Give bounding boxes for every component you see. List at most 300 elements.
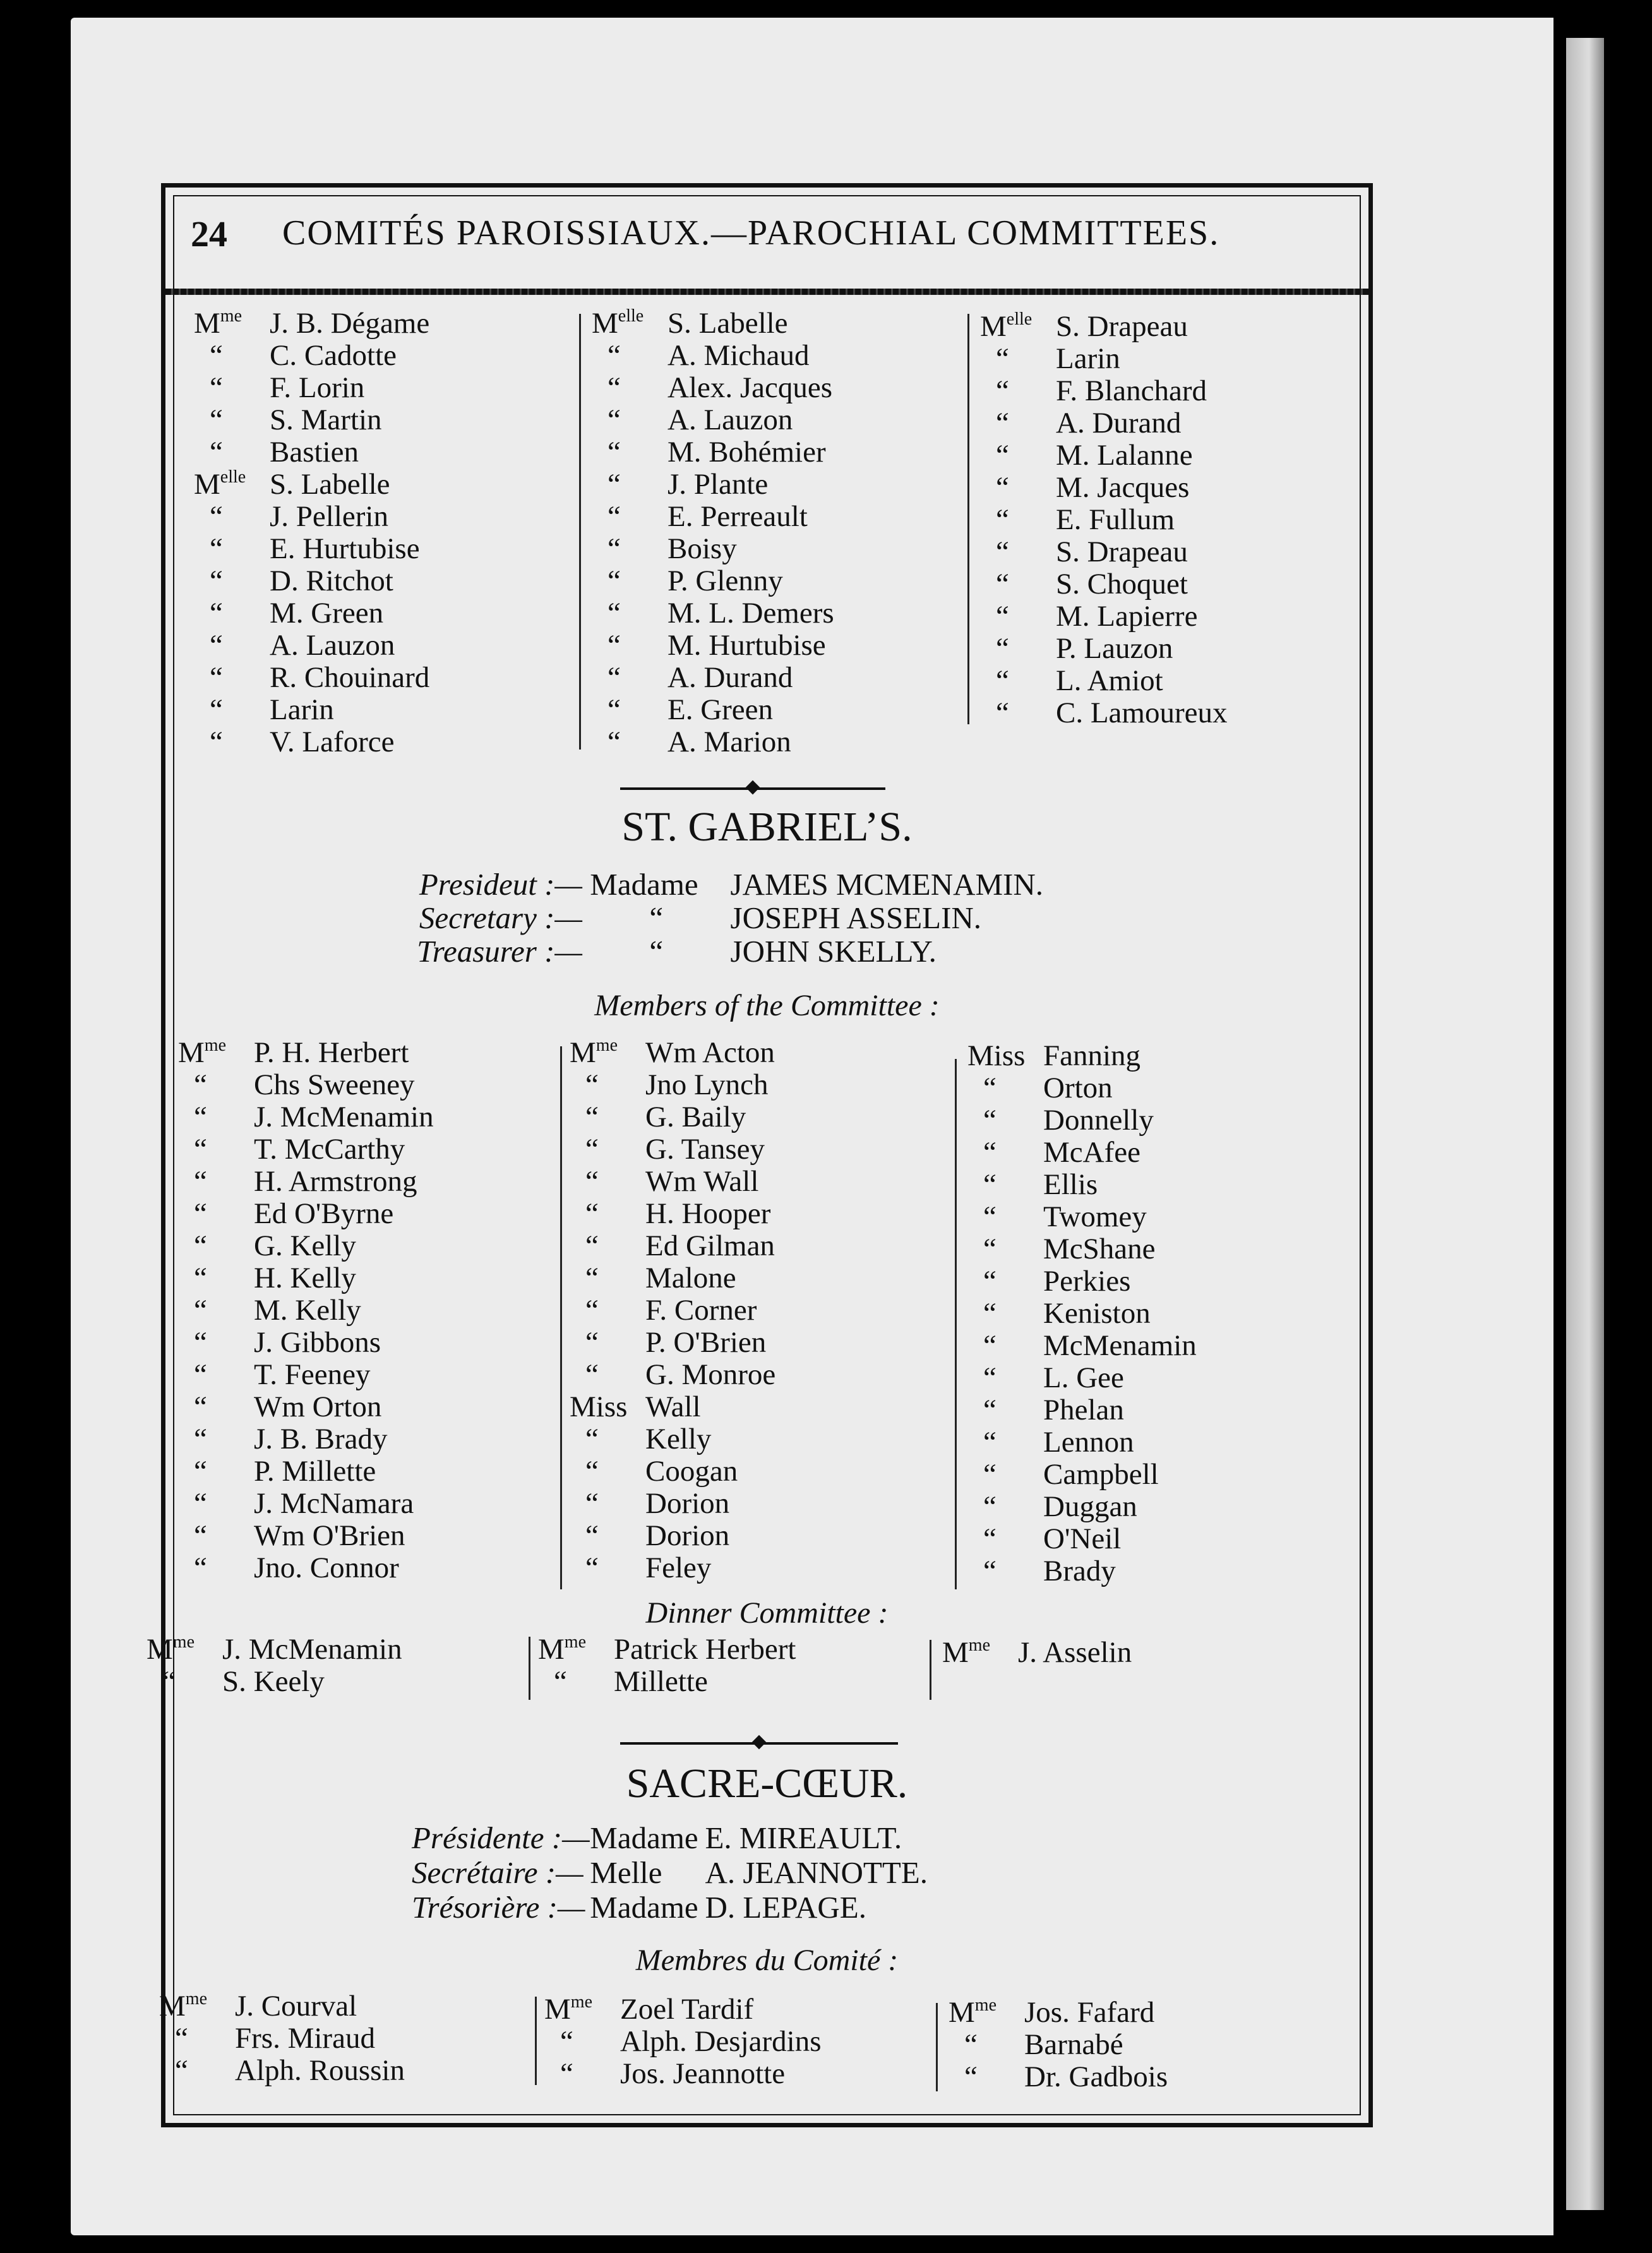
list-item [194,662,548,694]
list-item [570,1552,923,1584]
title-prefix [570,1037,618,1069]
list-item [570,1198,923,1230]
title-prefix: Miss [570,1390,628,1423]
title-prefix: “ [608,597,621,630]
member-name: Wm Orton [254,1390,382,1423]
facing-page-strip [1566,38,1604,2210]
sacre-coeur-col-2 [544,1993,898,2090]
title-prefix: “ [608,726,621,758]
list-item [178,1552,532,1584]
prefix-initial: M [544,1993,571,2026]
title-prefix: “ [560,2025,573,2058]
title-prefix: “ [210,629,223,662]
title-prefix: “ [585,1519,599,1552]
prefix-superscript: elle [220,467,246,487]
list-item [980,504,1334,536]
member-name: T. Feeney [254,1358,371,1391]
title-prefix: “ [983,1136,997,1169]
title-prefix: “ [585,1165,599,1198]
member-name: M. Kelly [254,1294,361,1327]
officer-title: Melle [590,1855,662,1890]
member-name: Brady [1043,1555,1116,1587]
title-prefix: “ [210,726,223,758]
title-prefix: “ [585,1455,599,1488]
list-item [570,1520,923,1552]
list-item [967,1040,1321,1072]
list-item [178,1230,532,1262]
list-item [570,1069,923,1101]
list-item [194,694,548,726]
list-item [194,565,548,597]
member-name: Jos. Fafard [1024,1996,1155,2029]
member-name: A. Durand [667,661,793,694]
column-divider [967,314,969,724]
title-prefix: “ [194,1165,207,1198]
title-prefix: “ [608,371,621,404]
column-divider [955,1059,957,1589]
member-name: M. Green [270,597,384,630]
list-item [178,1069,532,1101]
list-item [967,1072,1321,1104]
title-prefix: “ [210,565,223,597]
title-prefix: “ [585,1294,599,1327]
member-name: P. H. Herbert [254,1036,409,1069]
member-name: M. Lapierre [1056,600,1198,633]
list-item [147,1634,475,1666]
member-name: Phelan [1043,1394,1124,1426]
list-item [967,1459,1321,1491]
title-prefix: “ [608,339,621,372]
list-item [178,1037,532,1069]
officer-role: Secretary :— [419,900,582,935]
title-prefix: “ [585,1487,599,1520]
list-item [159,2023,500,2055]
prefix-superscript: me [596,1036,618,1055]
list-item [942,1637,1296,1669]
list-item [178,1133,532,1166]
member-name: Frs. Miraud [235,2022,375,2055]
title-prefix: “ [608,693,621,726]
list-item [592,308,945,340]
title-prefix: “ [585,1326,599,1359]
list-item [980,536,1334,568]
member-name: Alex. Jacques [667,371,833,404]
title-prefix: “ [983,1458,997,1491]
member-name: Keniston [1043,1297,1151,1330]
member-name: L. Amiot [1056,664,1163,697]
title-prefix: “ [996,696,1009,729]
member-name: A. Marion [667,726,791,758]
list-item [570,1488,923,1520]
list-item [967,1298,1321,1330]
title-prefix [942,1637,990,1669]
list-item [570,1391,923,1423]
member-name: T. McCarthy [254,1133,405,1166]
list-item [194,404,548,436]
member-name: V. Laforce [270,726,395,758]
member-name: A. Lauzon [667,403,793,436]
title-prefix [147,1634,195,1666]
title-prefix [194,308,242,340]
list-item [178,1101,532,1133]
title-prefix: “ [996,664,1009,697]
list-item [592,501,945,533]
title-prefix: “ [210,532,223,565]
member-name: G. Monroe [645,1358,776,1391]
member-name: J. B. Brady [254,1423,388,1455]
prefix-initial: M [147,1633,173,1666]
list-item [980,633,1334,665]
member-name: L. Gee [1043,1361,1124,1394]
members-heading: Members of the Committee : [594,989,940,1022]
member-name: P. O'Brien [645,1326,767,1359]
list-item [570,1455,923,1488]
prefix-superscript: me [204,1036,227,1055]
member-name: Ellis [1043,1168,1098,1201]
officer-role: Présidente :— [412,1820,590,1855]
prefix-superscript: me [570,1992,593,2012]
member-name: E. Hurtubise [270,532,420,565]
title-prefix: “ [210,403,223,436]
header-rule [165,289,1368,295]
member-name: P. Lauzon [1056,632,1173,665]
member-name: J. McMenamin [254,1101,434,1133]
ornamental-rule [620,787,885,790]
prefix-initial: M [942,1636,969,1669]
members-heading: Membres du Comité : [635,1944,899,1977]
list-item [178,1423,532,1455]
member-name: Wm Acton [645,1036,775,1069]
list-item [178,1294,532,1327]
member-name: H. Armstrong [254,1165,417,1198]
title-prefix: “ [585,1229,599,1262]
list-item [592,340,945,372]
title-prefix [538,1634,586,1666]
title-prefix: “ [983,1297,997,1330]
member-name: E. Perreault [667,500,808,533]
member-name: Bastien [270,436,359,469]
member-name: Larin [270,693,334,726]
officer-title: “ [649,934,664,969]
member-name: Patrick Herbert [614,1633,796,1666]
list-item [967,1265,1321,1298]
officer-name: JAMES MCMENAMIN. [730,867,1044,902]
list-item [967,1523,1321,1555]
list-item [570,1327,923,1359]
list-item [178,1262,532,1294]
officer-title: “ [649,900,664,935]
list-item [592,694,945,726]
list-item [194,597,548,630]
prefix-superscript: elle [618,306,644,326]
member-name: M. Lalanne [1056,439,1193,472]
title-prefix: “ [210,436,223,469]
prefix-initial: M [538,1633,565,1666]
member-name: Jno Lynch [645,1068,769,1101]
list-item [592,372,945,404]
member-name: S. Drapeau [1056,310,1188,343]
top-list-col-1 [194,308,548,758]
sacre-coeur-col-3 [949,1997,1302,2093]
list-item [178,1359,532,1391]
list-item [980,472,1334,504]
member-name: G. Kelly [254,1229,356,1262]
dinner-heading: Dinner Committee : [645,1596,889,1630]
title-prefix: “ [194,1455,207,1488]
list-item [178,1488,532,1520]
member-name: A. Michaud [667,339,810,372]
title-prefix: “ [983,1361,997,1394]
member-name: J. Courval [235,1990,357,2023]
title-prefix [949,1997,997,2029]
member-name: Kelly [645,1423,712,1455]
officer-row [412,1855,928,1891]
member-name: F. Corner [645,1294,757,1327]
list-item [194,308,548,340]
list-item [967,1169,1321,1201]
prefix-superscript: elle [1006,309,1032,329]
list-item [967,1394,1321,1426]
member-name: Ed O'Byrne [254,1197,394,1230]
member-name: Feley [645,1551,712,1584]
list-item [194,436,548,469]
title-prefix: “ [996,374,1009,407]
member-name: Dr. Gadbois [1024,2060,1168,2093]
member-name: Boisy [667,532,737,565]
title-prefix [592,308,643,340]
member-name: McShane [1043,1233,1156,1265]
list-item [592,662,945,694]
list-item [592,630,945,662]
title-prefix: “ [194,1551,207,1584]
list-item [570,1166,923,1198]
column-divider [930,1640,931,1700]
prefix-superscript: me [564,1632,587,1652]
member-name: Zoel Tardif [620,1993,754,2026]
list-item [980,375,1334,407]
list-item [980,439,1334,472]
officer-role: Secrétaire :— [412,1855,584,1890]
title-prefix: “ [983,1329,997,1362]
member-name: Duggan [1043,1490,1137,1523]
prefix-superscript: me [220,306,242,326]
list-item [980,665,1334,697]
member-name: J. McMenamin [222,1633,402,1666]
title-prefix [178,1037,226,1069]
title-prefix: “ [996,342,1009,375]
title-prefix: “ [996,471,1009,504]
list-item [538,1634,892,1666]
list-item [544,1993,898,2026]
member-name: C. Cadotte [270,339,397,372]
member-name: S. Labelle [270,468,390,501]
title-prefix [159,1990,207,2023]
member-name: F. Blanchard [1056,374,1207,407]
title-prefix: “ [194,1326,207,1359]
member-name: Perkies [1043,1265,1131,1298]
column-divider [529,1637,530,1700]
list-item [967,1362,1321,1394]
list-item [980,697,1334,729]
member-name: S. Keely [222,1665,325,1698]
title-prefix: “ [996,439,1009,472]
officer-name: D. LEPAGE. [705,1890,866,1925]
member-name: J. B. Dégame [270,307,430,340]
title-prefix: “ [585,1262,599,1294]
member-name: Wm Wall [645,1165,759,1198]
member-name: M. Jacques [1056,471,1190,504]
title-prefix: “ [194,1101,207,1133]
title-prefix: “ [175,2022,188,2055]
title-prefix: “ [996,568,1009,601]
list-item [570,1423,923,1455]
title-prefix: “ [983,1555,997,1587]
title-prefix: “ [585,1551,599,1584]
officer-title: Madame [590,1890,698,1925]
member-name: J. Pellerin [270,500,388,533]
officer-role: Treasurer :— [417,934,582,969]
member-name: S. Choquet [1056,568,1188,601]
title-prefix: “ [608,500,621,533]
list-item [949,2061,1302,2093]
member-name: O'Neil [1043,1522,1122,1555]
title-prefix: “ [194,1262,207,1294]
member-name: Dorion [645,1519,730,1552]
member-name: D. Ritchot [270,565,393,597]
officer-name: A. JEANNOTTE. [705,1855,928,1890]
officer-row [380,866,1043,902]
title-prefix: “ [585,1358,599,1391]
member-name: S. Drapeau [1056,535,1188,568]
title-prefix: “ [210,500,223,533]
title-prefix: “ [585,1068,599,1101]
title-prefix: “ [554,1665,567,1698]
list-item [178,1198,532,1230]
list-item [967,1491,1321,1523]
member-name: Wall [645,1390,701,1423]
officer-row [380,933,937,969]
ornamental-rule [620,1742,898,1745]
title-prefix: “ [194,1068,207,1101]
list-item [980,568,1334,601]
prefix-initial: M [194,307,220,340]
member-name: A. Durand [1056,407,1182,439]
list-item [194,630,548,662]
list-item [967,1137,1321,1169]
prefix-initial: M [949,1996,975,2029]
running-head: COMITÉS PAROISSIAUX.—PAROCHIAL COMMITTEES. [282,213,1220,253]
title-prefix: “ [983,1265,997,1298]
title-prefix: “ [162,1665,176,1698]
list-item [949,2029,1302,2061]
title-prefix: “ [608,403,621,436]
title-prefix: “ [608,436,621,469]
st-gabriel-col-1 [178,1037,532,1584]
member-name: J. Asselin [1018,1636,1132,1669]
member-name: H. Hooper [645,1197,771,1230]
list-item [592,404,945,436]
dinner-col-3 [942,1637,1296,1669]
title-prefix: “ [608,661,621,694]
list-item [967,1233,1321,1265]
title-prefix: “ [194,1294,207,1327]
member-name: Campbell [1043,1458,1159,1491]
list-item [194,372,548,404]
member-name: Larin [1056,342,1120,375]
member-name: P. Glenny [667,565,783,597]
member-name: Alph. Roussin [235,2054,405,2087]
prefix-initial: M [592,307,618,340]
member-name: C. Lamoureux [1056,696,1228,729]
dinner-col-2 [538,1634,892,1698]
member-name: Fanning [1043,1039,1141,1072]
officer-row [380,900,981,936]
list-item [544,2026,898,2058]
title-prefix: “ [996,535,1009,568]
title-prefix: “ [983,1490,997,1523]
column-divider [535,1997,537,2085]
title-prefix: “ [210,661,223,694]
list-item [967,1201,1321,1233]
title-prefix: “ [585,1197,599,1230]
member-name: Wm O'Brien [254,1519,405,1552]
member-name: Millette [614,1665,708,1698]
title-prefix: “ [585,1133,599,1166]
title-prefix: “ [194,1358,207,1391]
list-item [194,501,548,533]
list-item [592,469,945,501]
member-name: P. Millette [254,1455,376,1488]
title-prefix: “ [194,1487,207,1520]
title-prefix: “ [210,371,223,404]
prefix-initial: M [194,468,220,501]
list-item [194,340,548,372]
member-name: Coogan [645,1455,738,1488]
list-item [592,726,945,758]
section-title-st-gabriels: ST. GABRIEL’S. [621,804,913,850]
member-name: Donnelly [1043,1104,1154,1137]
officer-role: Presideut :— [419,867,582,902]
list-item [178,1166,532,1198]
list-item [980,311,1334,343]
member-name: A. Lauzon [270,629,395,662]
member-name: Dorion [645,1487,730,1520]
officer-name: E. MIREAULT. [705,1820,902,1855]
member-name: McMenamin [1043,1329,1197,1362]
title-prefix: “ [194,1390,207,1423]
title-prefix [980,311,1032,343]
list-item [178,1455,532,1488]
title-prefix: “ [175,2054,188,2087]
officer-name: JOHN SKELLY. [730,934,937,969]
member-name: E. Green [667,693,774,726]
title-prefix: “ [983,1426,997,1459]
officer-row [412,1889,866,1925]
list-item [178,1520,532,1552]
title-prefix: “ [194,1423,207,1455]
member-name: Malone [645,1262,736,1294]
member-name: Ed Gilman [645,1229,775,1262]
list-item [178,1327,532,1359]
prefix-superscript: me [172,1632,195,1652]
member-name: Twomey [1043,1200,1147,1233]
sacre-coeur-col-1 [159,1990,500,2087]
list-item [967,1330,1321,1362]
list-item [159,1990,500,2023]
member-name: M. L. Demers [667,597,834,630]
list-item [949,1997,1302,2029]
title-prefix: “ [983,1072,997,1104]
